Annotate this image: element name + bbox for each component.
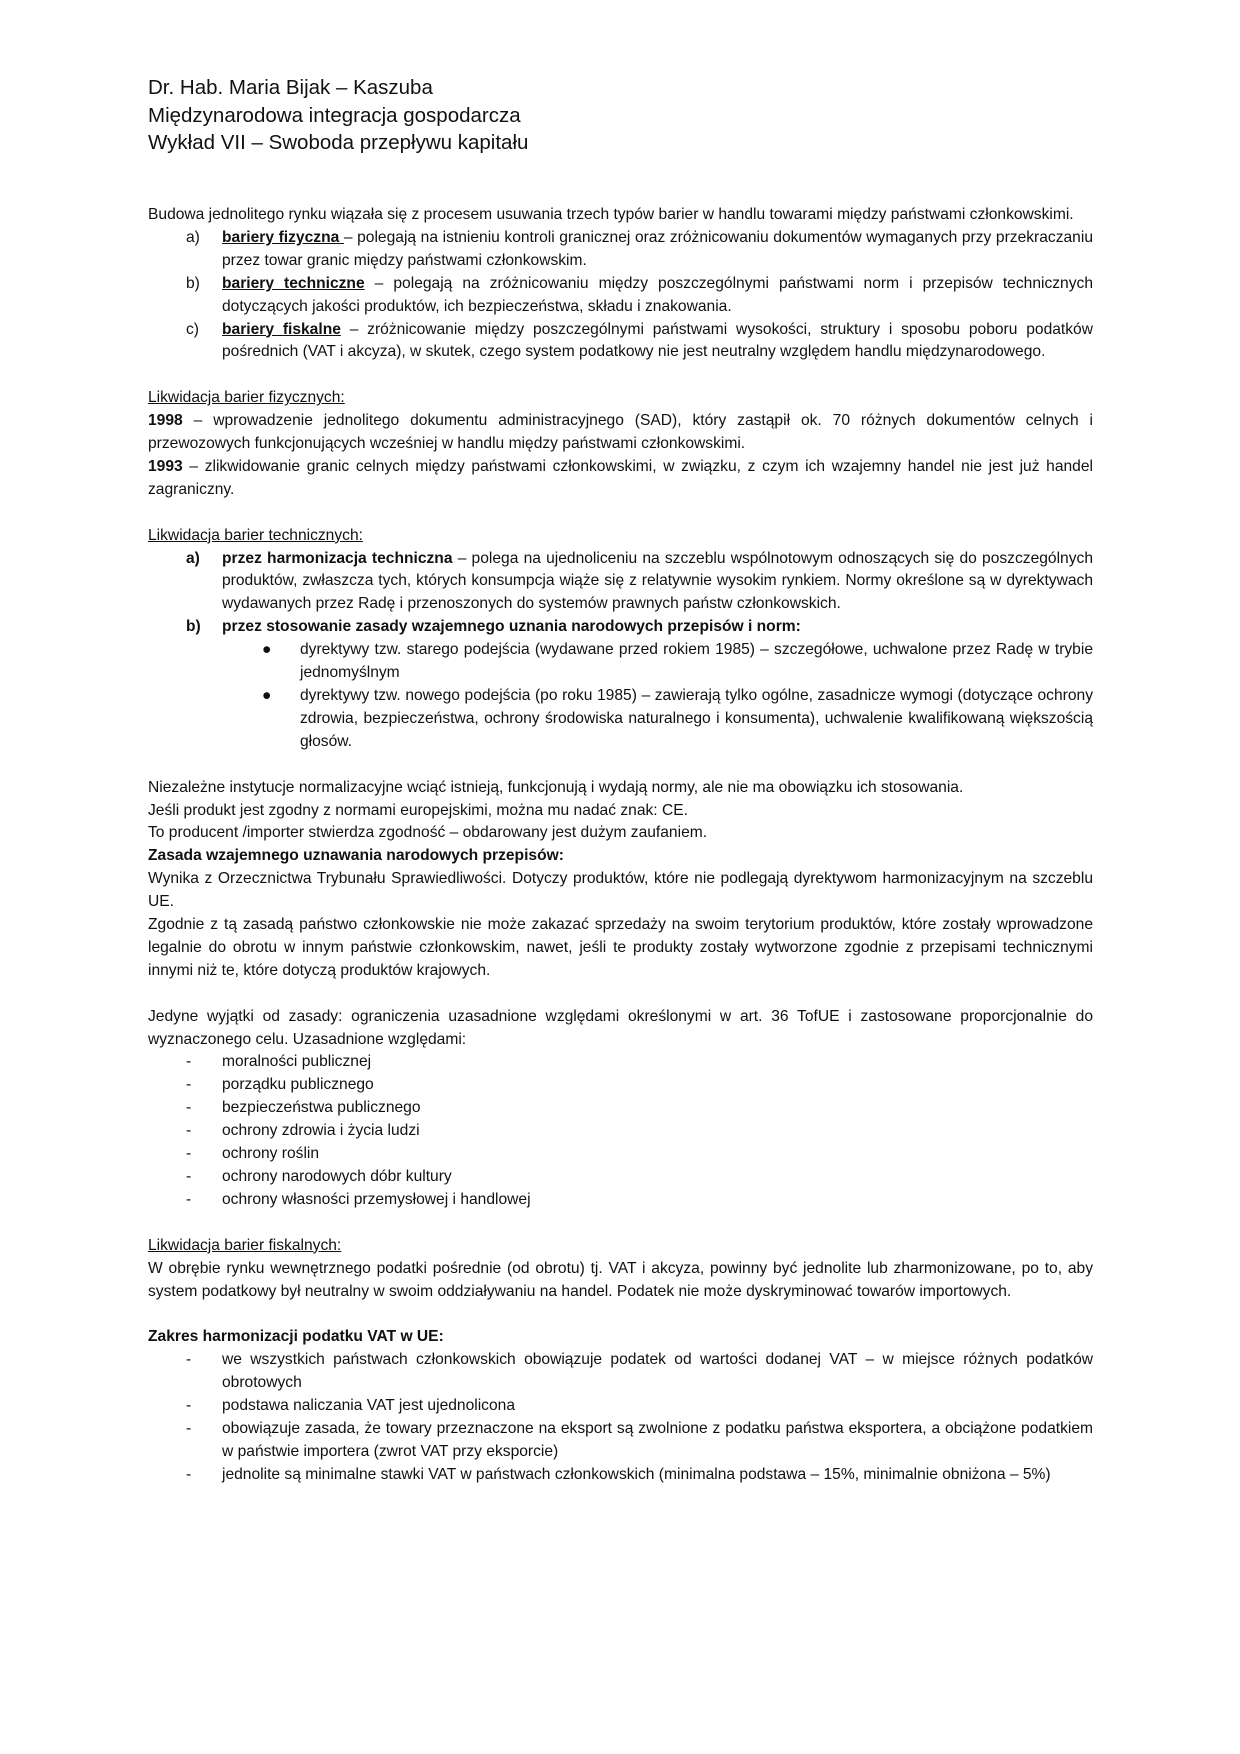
list-item [148, 1418, 1093, 1464]
mutual-recognition-heading: Zasada wzajemnego uznawania narodowych przepisów: [148, 847, 564, 865]
dash-icon: - [186, 1168, 192, 1185]
physical-heading: Likwidacja barier fizycznych: [148, 389, 345, 407]
dash-icon: - [186, 1053, 192, 1071]
list-item [148, 1189, 1093, 1212]
technical-heading: Likwidacja barier technicznych: [148, 526, 363, 544]
list-item-text: jednolite są minimalne stawki VAT w państwach członkowskich (minimalna podstawa – 15%, minimalnie obniżona – 5%) [222, 1465, 1051, 1483]
entry-text: – zlikwidowanie granic celnych między państwami członkowskimi, w związku, z czym ich wzajemny handel nie jest już handel zagraniczny. [148, 457, 1093, 498]
technical-item-a [148, 548, 1093, 617]
norms-line-3: To producent /importer stwierdza zgodność – obdarowany jest dużym zaufaniem. [148, 824, 708, 842]
list-item-text: ochrony zdrowia i życia ludzi [222, 1122, 420, 1140]
dash-icon: - [186, 1076, 192, 1094]
technical-term: przez stosowanie zasady wzajemnego uznania narodowych przepisów i norm: [222, 618, 801, 636]
bullet-text: dyrektywy tzw. nowego podejścia (po roku 1985) – zawierają tylko ogólne, zasadnicze wymogi (dotyczące ochrony zdrowia, bezpieczeństwa, ochrony środowiska naturalnego i konsumenta), uchwalenie kwalifikowaną większością głosów. [300, 687, 1093, 750]
list-marker: b) [186, 618, 201, 636]
exceptions-intro: Jedyne wyjątki od zasady: ograniczenia uzasadnione względami określonymi w art. 36 TofUE i zastosowane proporcjonalnie do wyznaczonego celu. Uzasadnione względami: [148, 1007, 1093, 1048]
dash-icon: - [186, 1351, 192, 1369]
list-marker: a) [186, 549, 200, 567]
dash-icon: - [186, 1190, 192, 1208]
list-item-text: ochrony narodowych dóbr kultury [222, 1168, 452, 1185]
vat-heading: Zakres harmonizacji podatku VAT w UE: [148, 1328, 444, 1346]
barrier-term: bariery techniczne [222, 274, 365, 292]
mutual-recognition-para-2: Zgodnie z tą zasadą państwo członkowskie nie może zakazać sprzedaży na swoim terytorium produktów, które zostały wprowadzone legalnie do obrotu w innym państwie członkowskim, nawet, jeśli te produkty zostały wytworzone zgodnie z przepisami technicznymi innymi niż te, które dotyczą produktów krajowych. [148, 916, 1093, 979]
exceptions-list [148, 1051, 1093, 1211]
document-header [148, 74, 1108, 157]
intro-paragraph: Budowa jednolitego rynku wiązała się z procesem usuwania trzech typów barier w handlu towarami między państwami członkowskimi. [148, 206, 1074, 223]
physical-entry-1998 [148, 410, 1093, 456]
dash-icon: - [186, 1099, 192, 1117]
barrier-description: – zróżnicowanie między poszczególnymi państwami wysokości, struktury i sposobu poboru podatków pośrednich (VAT i akcyza), w skutek, czego system podatkowy nie jest neutralny względem handlu międzynarodowego. [222, 320, 1093, 361]
barrier-description: – polegają na istnieniu kontroli granicznej oraz zróżnicowaniu dokumentów wymaganych przy przekraczaniu przez towar granic między państwami członkowskim. [222, 228, 1093, 269]
barrier-description: – polegają na zróżnicowaniu między poszczególnymi państwami norm i przepisów technicznych dotyczących jakości produktów, ich bezpieczeństwa, składu i znakowania. [222, 274, 1093, 315]
list-marker: a) [186, 228, 200, 246]
list-marker: c) [186, 320, 199, 338]
technical-item-b [148, 616, 1093, 639]
barrier-term: bariery fiskalne [222, 320, 341, 338]
technical-description: – polega na ujednoliceniu na szczeblu wspólnotowym odnoszących się do poszczególnych produktów, zwłaszcza tych, których konsumpcja wiąże się z relatywnie wysokim rynkiem. Normy określone są w dyrektywach wydawanych przez Radę i przenoszonych do systemów prawnych państw członkowskich. [222, 549, 1093, 613]
fiscal-heading: Likwidacja barier fiskalnych: [148, 1236, 342, 1254]
dash-icon: - [186, 1465, 192, 1483]
list-item-text: obowiązuje zasada, że towary przeznaczone na eksport są zwolnione z podatku państwa eksportera, a obciążone podatkiem w państwie importera (zwrot VAT przy eksporcie) [222, 1419, 1093, 1460]
list-item [148, 1464, 1093, 1487]
dash-icon: - [186, 1122, 192, 1140]
list-item [148, 1097, 1093, 1120]
lecture-title: Wykład VII – Swoboda przepływu kapitału [148, 131, 529, 154]
fiscal-paragraph: W obrębie rynku wewnętrznego podatki pośrednie (od obrotu) tj. VAT i akcyza, powinny być jednolite lub zharmonizowane, po to, aby system podatkowy był neutralny w swoim oddziaływaniu na handel. Podatek nie może dyskryminować towarów importowych. [148, 1259, 1093, 1300]
list-item [148, 1395, 1093, 1418]
bullet-icon: ● [262, 687, 272, 704]
list-item-text: ochrony własności przemysłowej i handlowej [222, 1190, 531, 1208]
entry-text: – wprowadzenie jednolitego dokumentu administracyjnego (SAD), który zastąpił ok. 70 różnych dokumentów celnych i przewozowych funkcjonujących wcześniej w handlu między państwami członkowskimi. [148, 412, 1093, 453]
barrier-item-a [148, 227, 1093, 273]
barrier-term: bariery fizyczna [222, 228, 344, 246]
vat-list [148, 1349, 1093, 1486]
document-body [148, 204, 1093, 1487]
norms-line-1: Niezależne instytucje normalizacyjne wciąć istnieją, funkcjonują i wydają normy, ale nie ma obowiązku ich stosowania. [148, 778, 964, 796]
list-marker: b) [186, 274, 200, 292]
year-label: 1993 [148, 457, 183, 475]
list-item [148, 1143, 1093, 1166]
list-item-text: porządku publicznego [222, 1076, 374, 1094]
list-item [148, 1120, 1093, 1143]
list-item [148, 1074, 1093, 1097]
mutual-recognition-para-1: Wynika z Orzecznictwa Trybunału Sprawiedliwości. Dotyczy produktów, które nie podlegają dyrektywom harmonizacyjnym na szczeblu UE. [148, 870, 1093, 911]
year-label: 1998 [148, 412, 183, 430]
technical-term: przez harmonizacja techniczna [222, 549, 453, 567]
list-item [148, 1051, 1093, 1074]
bullet-item [259, 685, 1093, 754]
list-item [148, 1166, 1093, 1189]
dash-icon: - [186, 1145, 192, 1163]
dash-icon: - [186, 1419, 192, 1437]
course-title: Międzynarodowa integracja gospodarcza [148, 103, 521, 127]
norms-line-2: Jeśli produkt jest zgodny z normami europejskimi, można mu nadać znak: CE. [148, 801, 688, 819]
barrier-item-b [148, 273, 1093, 319]
bullet-icon: ● [262, 641, 272, 659]
list-item-text: we wszystkich państwach członkowskich obowiązuje podatek od wartości dodanej VAT – w miejsce różnych podatków obrotowych [222, 1351, 1093, 1392]
list-item [148, 1349, 1093, 1395]
author-line: Dr. Hab. Maria Bijak – Kaszuba [148, 76, 433, 99]
physical-entry-1993 [148, 456, 1093, 502]
list-item-text: podstawa naliczania VAT jest ujednolicona [222, 1397, 515, 1415]
list-item-text: moralności publicznej [222, 1053, 372, 1071]
barrier-item-c [148, 319, 1093, 365]
dash-icon: - [186, 1397, 192, 1415]
bullet-text: dyrektywy tzw. starego podejścia (wydawane przed rokiem 1985) – szczegółowe, uchwalone przez Radę w trybie jednomyślnym [300, 641, 1093, 682]
list-item-text: ochrony roślin [222, 1145, 320, 1163]
list-item-text: bezpieczeństwa publicznego [222, 1099, 421, 1117]
bullet-item [259, 639, 1093, 685]
